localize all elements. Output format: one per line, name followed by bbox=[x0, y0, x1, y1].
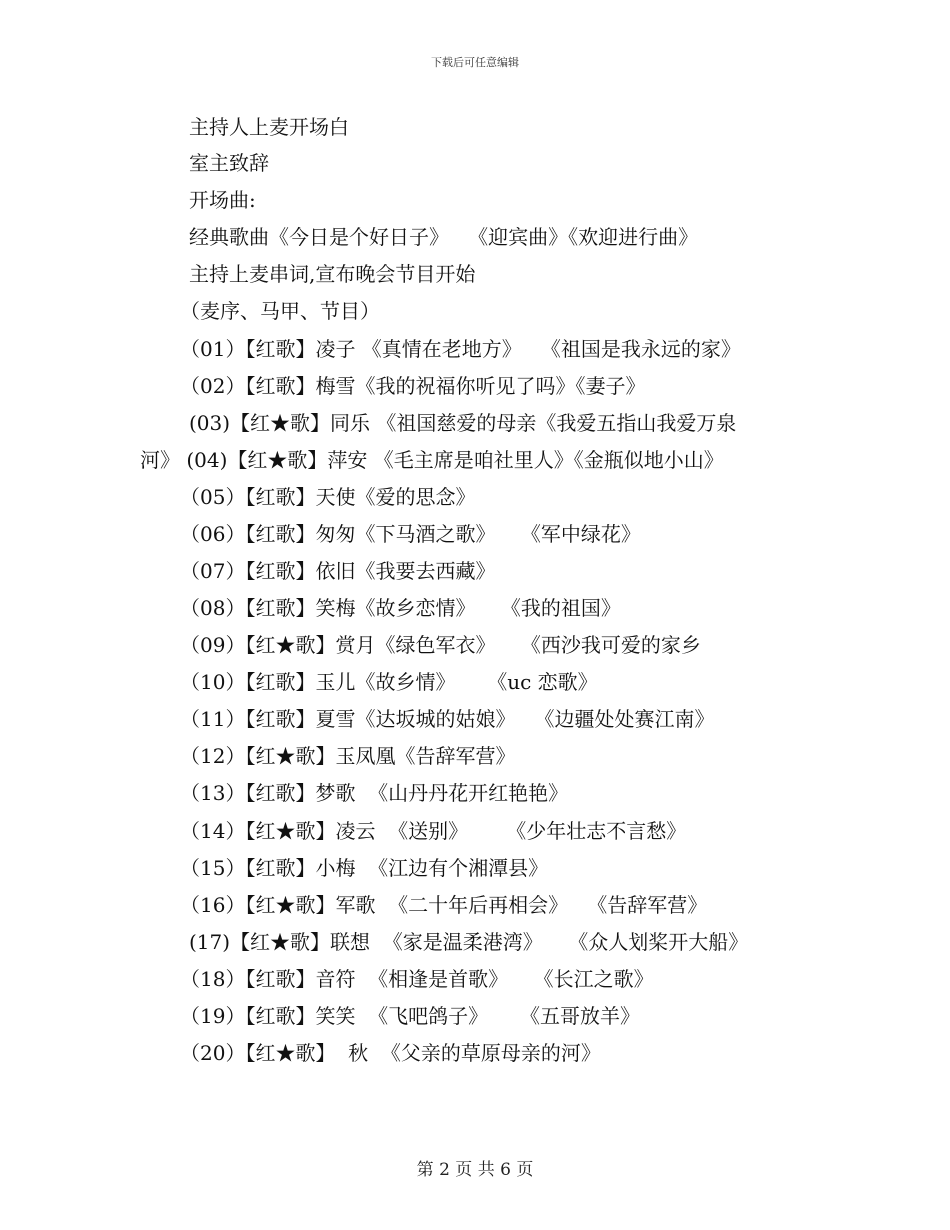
program-item-09: （09）【红★歌】赏月《绿色军衣》 《西沙我可爱的家乡 bbox=[180, 633, 701, 657]
text-line-classic-songs: 经典歌曲《今日是个好日子》 《迎宾曲》《欢迎进行曲》 bbox=[189, 225, 699, 249]
program-item-15: （15）【红歌】小梅 《江边有个湘潭县》 bbox=[180, 856, 549, 880]
text-line-host-speech: 室主致辞 bbox=[189, 151, 269, 175]
program-item-06: （06）【红歌】匆匆《下马酒之歌》 《军中绿花》 bbox=[180, 522, 641, 546]
page-footer: 第 2 页 共 6 页 bbox=[416, 1160, 534, 1180]
program-item-12: （12）【红★歌】玉凤凰《告辞军营》 bbox=[180, 744, 516, 768]
program-item-03: (03)【红★歌】同乐 《祖国慈爱的母亲《我爱五指山我爱万泉 bbox=[189, 411, 737, 435]
program-item-04: 河》 (04)【红★歌】萍安 《毛主席是咱社里人》《金瓶似地小山》 bbox=[140, 448, 724, 472]
text-line-opening: 主持人上麦开场白 bbox=[189, 115, 349, 139]
program-item-01: （01）【红歌】凌子 《真情在老地方》 《祖国是我永远的家》 bbox=[180, 337, 741, 361]
program-item-11: （11）【红歌】夏雪《达坂城的姑娘》 《边疆处处赛江南》 bbox=[180, 707, 715, 731]
program-item-16: （16）【红★歌】军歌 《二十年后再相会》 《告辞军营》 bbox=[180, 893, 708, 917]
program-item-07: （07）【红歌】依旧《我要去西藏》 bbox=[180, 559, 496, 583]
program-item-10: （10）【红歌】玉儿《故乡情》 《uc 恋歌》 bbox=[180, 670, 598, 694]
program-item-18: （18）【红歌】音符 《相逢是首歌》 《长江之歌》 bbox=[180, 967, 654, 991]
program-item-05: （05）【红歌】天使《爱的思念》 bbox=[180, 485, 476, 509]
program-item-13: （13）【红歌】梦歌 《山丹丹花开红艳艳》 bbox=[180, 781, 569, 805]
page-header: 下载后可任意编辑 bbox=[431, 56, 519, 69]
text-line-program-start: 主持上麦串词,宣布晚会节目开始 bbox=[189, 262, 476, 286]
program-item-08: （08）【红歌】笑梅《故乡恋情》 《我的祖国》 bbox=[180, 596, 621, 620]
text-line-order-note: （麦序、马甲、节目） bbox=[180, 299, 380, 323]
program-item-02: （02）【红歌】梅雪《我的祝福你听见了吗》《妻子》 bbox=[180, 374, 646, 398]
text-line-opening-song-label: 开场曲: bbox=[189, 188, 256, 212]
program-item-17: (17)【红★歌】联想 《家是温柔港湾》 《众人划桨开大船》 bbox=[189, 930, 749, 954]
program-item-19: （19）【红歌】笑笑 《飞吧鸽子》 《五哥放羊》 bbox=[180, 1004, 640, 1028]
program-item-14: （14）【红★歌】凌云 《送别》 《少年壮志不言愁》 bbox=[180, 819, 687, 843]
program-item-20: （20）【红★歌】 秋 《父亲的草原母亲的河》 bbox=[180, 1041, 601, 1065]
